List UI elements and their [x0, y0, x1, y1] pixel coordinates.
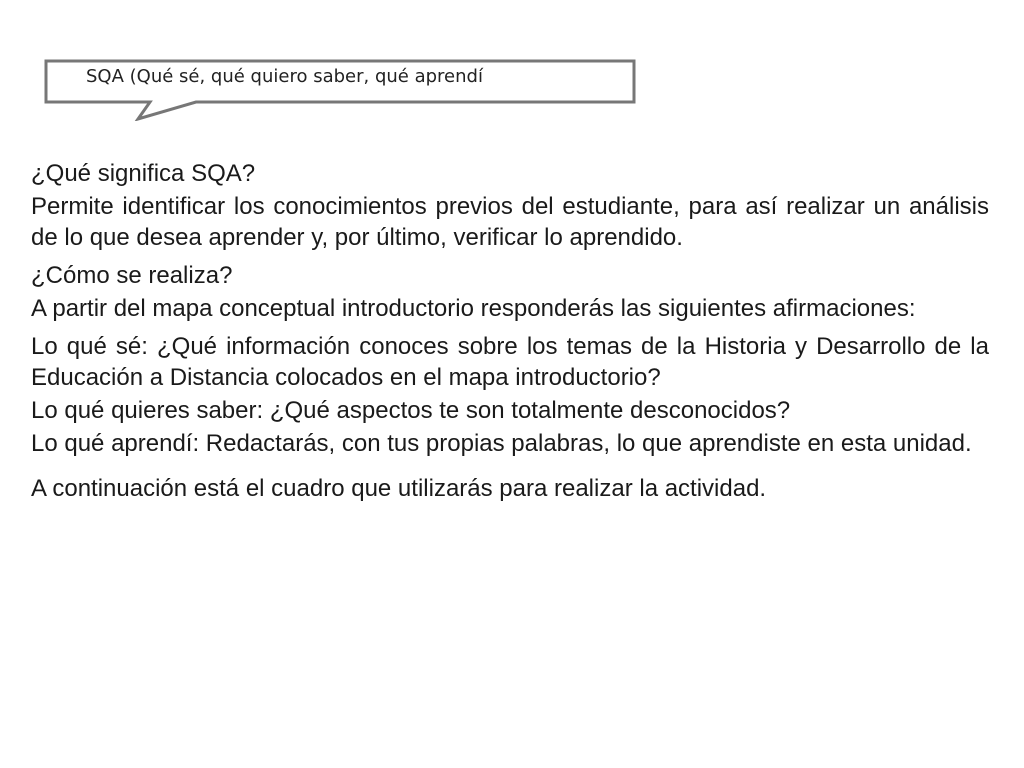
slide-body — [31, 158, 989, 511]
paragraph-closing: A continuación está el cuadro que utilizarás para realizar la actividad. — [31, 475, 767, 502]
paragraph-what-i-learned: Lo qué aprendí: Redactarás, con tus propias palabras, lo que aprendiste en esta unidad. — [31, 430, 972, 457]
paragraph-instructions: A partir del mapa conceptual introductorio responderás las siguientes afirmaciones: — [31, 295, 916, 322]
paragraph-definition: Permite identificar los conocimientos previos del estudiante, para así realizar un análisis de lo que desea aprender y, por último, verificar lo aprendido. — [31, 193, 989, 251]
callout-title: SQA (Qué sé, qué quiero saber, qué aprendí — [86, 66, 483, 87]
question-how-is-it-done: ¿Cómo se realiza? — [31, 262, 233, 289]
paragraph-what-i-want-to-know: Lo qué quieres saber: ¿Qué aspectos te son totalmente desconocidos? — [31, 397, 791, 424]
question-what-is-sqa: ¿Qué significa SQA? — [31, 160, 256, 187]
speech-bubble-callout — [44, 59, 636, 121]
paragraph-what-i-know: Lo qué sé: ¿Qué información conoces sobre los temas de la Historia y Desarrollo de la Educación a Distancia colocados en el mapa introductorio? — [31, 333, 989, 391]
